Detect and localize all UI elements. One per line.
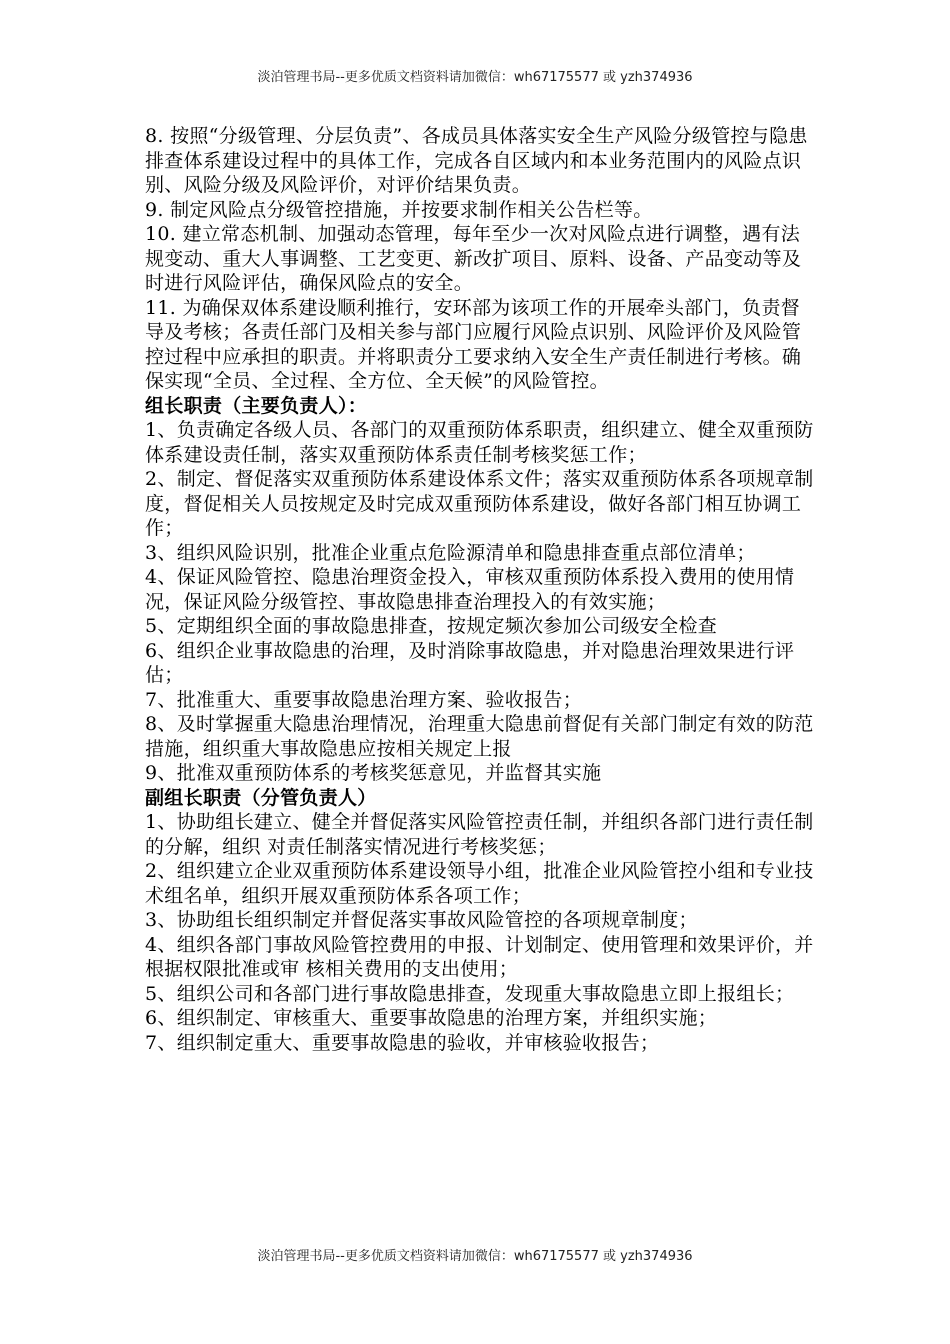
leader-item-9: 9、批准双重预防体系的考核奖惩意见，并监督其实施 (145, 762, 602, 784)
leader-item-1: 1、负责确定各级人员、各部门的双重预防体系职责，组织建立、健全双重预防体系建设责任制，落实双重预防体系责任制考核奖惩工作； (145, 419, 814, 466)
deputy-item-4: 4、组织各部门事故风险管控费用的申报、计划制定、使用管理和效果评价，并根据权限批准或审 核相关费用的支出使用； (145, 933, 814, 980)
leader-item-2: 2、制定、督促落实双重预防体系建设体系文件；落实双重预防体系各项规章制度，督促相关人员按规定及时完成双重预防体系建设，做好各部门相互协调工作； (145, 468, 814, 539)
page-header: 淡泊管理书局--更多优质文档资料请加微信：wh67175577 或 yzh374936 (257, 70, 693, 85)
leader-item-5: 5、定期组织全面的事故隐患排查，按规定频次参加公司级安全检查 (145, 615, 718, 637)
leader-item-4: 4、保证风险管控、隐患治理资金投入，审核双重预防体系投入费用的使用情况，保证风险分级管控、事故隐患排查治理投入的有效实施； (145, 566, 795, 613)
leader-item-7: 7、批准重大、重要事故隐患治理方案、验收报告； (145, 688, 582, 711)
deputy-item-2: 2、组织建立企业双重预防体系建设领导小组，批准企业风险管控小组和专业技术组名单，组织开展双重预防体系各项工作； (145, 860, 814, 907)
deputy-item-1: 1、协助组长建立、健全并督促落实风险管控责任制，并组织各部门进行责任制的分解，组织 对责任制落实情况进行考核奖惩； (145, 811, 814, 858)
deputy-item-5: 5、组织公司和各部门进行事故隐患排查，发现重大事故隐患立即上报组长； (145, 982, 795, 1005)
intro-item-10: 10. 建立常态机制、加强动态管理，每年至少一次对风险点进行调整，遇有法规变动、重大人事调整、工艺变更、新改扩项目、原料、设备、产品变动等及时进行风险评估，确保风险点的安全。 (145, 223, 802, 294)
leader-item-8: 8、及时掌握重大隐患治理情况，治理重大隐患前督促有关部门制定有效的防范措施，组织重大事故隐患应按相关规定上报 (145, 713, 814, 760)
leader-section-heading: 组长职责（主要负责人）： (145, 394, 368, 417)
intro-item-9: 9. 制定风险点分级管控措施，并按要求制作相关公告栏等。 (145, 198, 653, 221)
deputy-section-heading: 副组长职责（分管负责人） (145, 786, 377, 809)
intro-item-11: 11. 为确保双体系建设顺利推行，安环部为该项工作的开展牵头部门，负责督导及考核；各责任部门及相关参与部门应履行风险点识别、风险评价及风险管控过程中应承担的职责。并将职责分工要求纳入安全生产责任制进行考核。确保实现“全员、全过程、全方位、全天候”的风险管控。 (145, 296, 802, 392)
document-body (145, 124, 815, 1055)
leader-item-3: 3、组织风险识别，批准企业重点危险源清单和隐患排查重点部位清单； (145, 541, 756, 564)
deputy-item-7: 7、组织制定重大、重要事故隐患的验收，并审核验收报告； (145, 1031, 660, 1054)
page-footer: 淡泊管理书局--更多优质文档资料请加微信：wh67175577 或 yzh374936 (257, 1249, 693, 1264)
leader-item-6: 6、组织企业事故隐患的治理，及时消除事故隐患，并对隐患治理效果进行评估； (145, 639, 795, 686)
intro-item-8: 8. 按照“分级管理、分层负责”、各成员具体落实安全生产风险分级管控与隐患排查体系建设过程中的具体工作，完成各自区域内和本业务范围内的风险点识别、风险分级及风险评价，对评价结果负责。 (145, 125, 808, 196)
deputy-item-6: 6、组织制定、审核重大、重要事故隐患的治理方案，并组织实施； (145, 1007, 718, 1029)
deputy-item-3: 3、协助组长组织制定并督促落实事故风险管控的各项规章制度； (145, 909, 698, 931)
